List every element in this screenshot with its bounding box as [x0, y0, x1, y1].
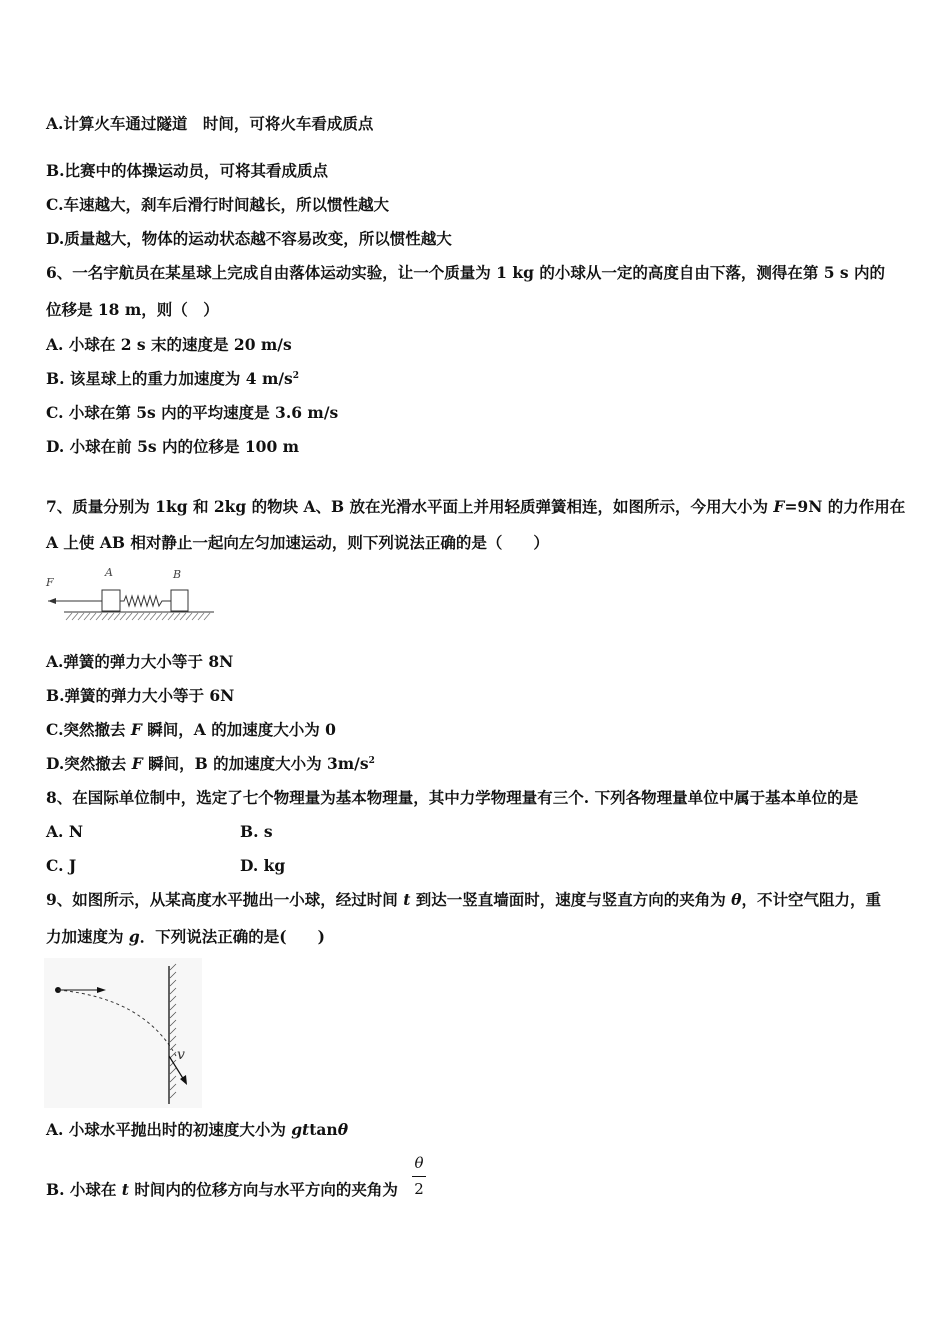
- q8-option-c: C. J: [46, 856, 77, 875]
- q8-options-row1: [46, 822, 446, 842]
- spring: [120, 596, 171, 606]
- q8-stem: 8、在国际单位制中，选定了七个物理量为基本物理量，其中力学物理量有三个. 下列各物理量单位中属于基本单位的是: [46, 788, 859, 807]
- q9-stem-line2: 力加速度为 g．下列说法正确的是( ): [46, 927, 325, 946]
- q6-option-a: A. 小球在 2 s 末的速度是 20 m/s: [46, 335, 292, 354]
- fraction-bar: [412, 1176, 426, 1177]
- q6-option-b: B. 该星球上的重力加速度为 4 $m/s^2$: [46, 369, 300, 388]
- q7-option-d: D.突然撤去 F 瞬间，B 的加速度大小为 $3m/s^2$: [46, 754, 375, 773]
- fraction-numerator: θ: [414, 1154, 424, 1172]
- q6-stem-line1: 6、一名宇航员在某星球上完成自由落体运动实验，让一个质量为 1 kg 的小球从一定的高度自由下落，测得在第 5 s 内的: [46, 263, 886, 282]
- block-b-label: B: [173, 568, 182, 581]
- q7-option-b: B.弹簧的弹力大小等于 6N: [46, 686, 235, 705]
- figure-background: [44, 958, 202, 1108]
- block-b: [171, 590, 188, 611]
- q8-option-b: B. s: [240, 822, 273, 841]
- q5-option-c: C.车速越大，刹车后滑行时间越长，所以惯性越大: [46, 195, 389, 214]
- projectile-figure: [44, 958, 202, 1108]
- block-a-label: A: [105, 566, 113, 579]
- force-arrow-head: [48, 598, 56, 604]
- q5-option-b: B.比赛中的体操运动员，可将其看成质点: [46, 161, 328, 180]
- q7-stem-line1: 7、质量分别为 1kg 和 2kg 的物块 A、B 放在光滑水平面上并用轻质弹簧相连，如图所示，今用大小为 F=9N 的力作用在: [46, 497, 906, 516]
- q8-option-d: D. kg: [240, 856, 286, 875]
- block-a: [102, 590, 120, 611]
- q6-stem-line2: 位移是 18 m，则（ ）: [46, 300, 219, 319]
- q8-option-a: A. N: [46, 822, 83, 841]
- fraction-denominator: 2: [414, 1180, 424, 1198]
- velocity-label: v: [177, 1047, 185, 1063]
- q5-option-a: A.计算火车通过隧道 时间，可将火车看成质点: [46, 114, 374, 133]
- q9-option-b: B. 小球在 t 时间内的位移方向与水平方向的夹角为: [46, 1180, 398, 1199]
- q9-option-a: A. 小球水平抛出时的初速度大小为 gttanθ: [46, 1120, 349, 1139]
- q9-stem-line1: 9、如图所示，从某高度水平抛出一小球，经过时间 t 到达一竖直墙面时，速度与竖直方向的夹角为 θ，不计空气阻力，重: [46, 890, 882, 909]
- ground-hatch: [66, 613, 210, 620]
- q7-option-a: A.弹簧的弹力大小等于 8N: [46, 652, 234, 671]
- q5-option-d: D.质量越大，物体的运动状态越不容易改变，所以惯性越大: [46, 229, 452, 248]
- q6-option-d: D. 小球在前 5s 内的位移是 100 m: [46, 437, 300, 456]
- spring-block-figure: [44, 562, 216, 626]
- q7-stem-line2: A 上使 AB 相对静止一起向左匀加速运动，则下列说法正确的是（ ）: [46, 533, 549, 552]
- q7-option-c: C.突然撤去 F 瞬间，A 的加速度大小为 0: [46, 720, 336, 739]
- force-label: F: [46, 576, 54, 589]
- q6-option-c: C. 小球在第 5s 内的平均速度是 3.6 m/s: [46, 403, 339, 422]
- q8-options-row2: [46, 856, 446, 876]
